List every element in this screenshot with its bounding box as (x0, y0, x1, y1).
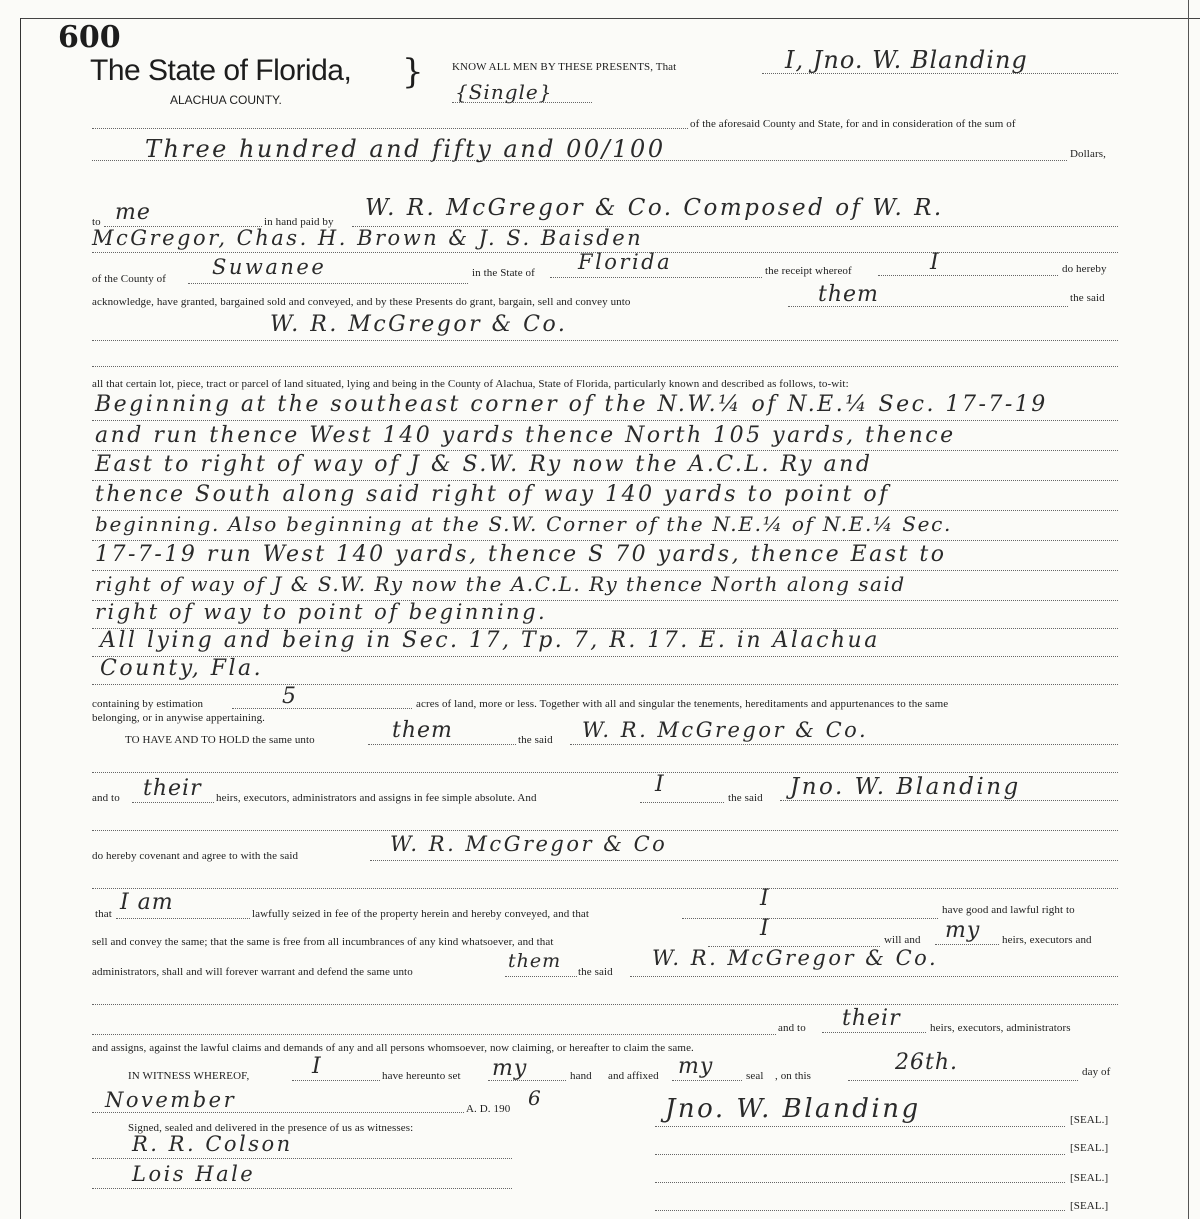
know-all-men: KNOW ALL MEN BY THESE PRESENTS, That (452, 61, 677, 73)
do-hereby-label: do hereby (1062, 263, 1107, 275)
affixed-label: and affixed (608, 1070, 659, 1082)
hand-paid-label: in hand paid by (264, 216, 334, 228)
to-have-grantee: W. R. McGregor & Co. (582, 718, 869, 742)
grantor-name-2: Jno. W. Blanding (790, 774, 1021, 800)
signed-text: Signed, sealed and delivered in the presence of us as witnesses: (128, 1122, 414, 1134)
seal-3: [SEAL.] (1070, 1172, 1109, 1184)
grantee-name: W. R. McGregor & Co. (270, 312, 568, 337)
seal-4: [SEAL.] (1070, 1200, 1109, 1212)
acres-value: 5 (282, 684, 297, 709)
and-to-2-label: and to (778, 1022, 806, 1034)
hand-label: hand (570, 1070, 592, 1082)
to-label: to (92, 216, 101, 228)
the-said-3: the said (578, 966, 613, 978)
that-label: that (95, 908, 112, 920)
description-line: County, Fla. (100, 656, 264, 681)
sell-convey-text: sell and convey the same; that the same is free from all incumbrances of any kind whatsoever, and that (92, 936, 554, 948)
witness-1: R. R. Colson (132, 1132, 293, 1156)
description-line: 17-7-19 run West 140 yards, thence S 70 yards, thence East to (95, 542, 947, 567)
and-to-value: their (143, 776, 202, 801)
the-said-label: the said (1070, 292, 1105, 304)
lawfully-value: I (760, 886, 770, 911)
year-digit: 6 (528, 1086, 542, 1110)
description-line: East to right of way of J & S.W. Ry now the A.C.L. Ry and (95, 452, 873, 477)
acknowledge-value: them (818, 282, 879, 307)
and-to-2-value: their (842, 1006, 901, 1031)
description-line: right of way of J & S.W. Ry now the A.C.L. Ry thence North along said (95, 572, 906, 596)
containing-label: containing by estimation (92, 698, 204, 710)
to-value: me (115, 200, 151, 225)
that-value: I am (120, 890, 174, 915)
belonging-text: belonging, or in anywise appertaining. (92, 712, 266, 724)
acknowledge-text: acknowledge, have granted, bargained sold and conveyed, and by these Presents do grant, bargain, sell and convey unto (92, 296, 631, 308)
marital-status: {Single} (455, 80, 553, 104)
dollars-label: Dollars, (1070, 148, 1106, 160)
assigns-text: and assigns, against the lawful claims and demands of any and all persons whomsoever, now claiming, or hereafter to claim the same. (92, 1042, 694, 1054)
description-line: thence South along said right of way 140 yards to point of (95, 482, 890, 507)
grantor-name: I, Jno. W. Blanding (785, 46, 1028, 74)
in-witness-value: I (312, 1054, 322, 1079)
payer-name: W. R. McGregor & Co. Composed of W. R. (365, 195, 944, 221)
description-line: and run thence West 140 yards thence North 105 yards, thence (95, 423, 956, 448)
acres-text: acres of land, more or less. Together with all and singular the tenements, hereditaments and appurtenances to the same (416, 698, 949, 710)
and-to-label: and to (92, 792, 120, 804)
day-of-label: day of (1082, 1066, 1111, 1078)
county-name: ALACHUA COUNTY. (170, 93, 282, 107)
brace-left: } (402, 52, 424, 92)
receipt-value: I (930, 250, 940, 275)
state-of-label: in the State of (472, 267, 535, 279)
lawfully-text: lawfully seized in fee of the property herein and hereby conveyed, and that (252, 908, 590, 920)
heirs-exec-2: heirs, executors, administrators (930, 1022, 1071, 1034)
description-line: All lying and being in Sec. 17, Tp. 7, R. 17. E. in Alachua (100, 628, 880, 653)
ad-label: A. D. 190 (466, 1103, 511, 1115)
document-title: The State of Florida, (90, 54, 352, 87)
good-right-text: have good and lawful right to (942, 904, 1075, 916)
county-value: Suwanee (212, 255, 327, 279)
covenant-text: do hereby covenant and agree to with the said (92, 850, 299, 862)
county-of-label: of the County of (92, 273, 167, 285)
seal-1: [SEAL.] (1070, 1114, 1109, 1126)
heirs-exec-text: heirs, executors and (1002, 934, 1092, 946)
covenant-grantee: W. R. McGregor & Co (390, 832, 668, 856)
top-border (20, 18, 1200, 19)
month-value: November (105, 1088, 237, 1112)
to-have-the-said: the said (518, 734, 553, 746)
consideration-amount: Three hundred and fifty and 00/100 (145, 135, 666, 163)
state-value: Florida (578, 250, 673, 274)
have-hereunto: have hereunto set (382, 1070, 461, 1082)
seal-label: seal (746, 1070, 764, 1082)
the-said-2: the said (728, 792, 763, 804)
admins-value: them (508, 950, 562, 972)
right-border (1188, 0, 1189, 1219)
heirs-text: heirs, executors, administrators and assigns in fee simple absolute. And (216, 792, 537, 804)
admins-text: administrators, shall and will forever warrant and defend the same unto (92, 966, 413, 978)
payer-continued: McGregor, Chas. H. Brown & J. S. Baisden (92, 226, 644, 250)
on-this-label: , on this (775, 1070, 812, 1082)
aforesaid-text: of the aforesaid County and State, for and in consideration of the sum of (690, 118, 1016, 130)
to-have-value: them (392, 718, 453, 743)
description-line: Beginning at the southeast corner of the N.W.¼ of N.E.¼ Sec. 17-7-19 (95, 392, 1048, 417)
witness-2: Lois Hale (132, 1162, 256, 1186)
sell-value: I (760, 916, 770, 941)
grantor-signature: Jno. W. Blanding (665, 1094, 921, 1124)
day-value: 26th. (895, 1050, 958, 1075)
page-number: 600 (58, 20, 121, 55)
description-line: right of way to point of beginning. (95, 600, 548, 624)
will-value: my (945, 918, 981, 943)
warrant-grantee: W. R. McGregor & Co. (652, 946, 939, 970)
left-border (20, 18, 21, 1219)
description-line: beginning. Also beginning at the S.W. Corner of the N.E.¼ of N.E.¼ Sec. (95, 512, 953, 536)
seal-2: [SEAL.] (1070, 1142, 1109, 1154)
to-have-label: TO HAVE AND TO HOLD the same unto (125, 734, 315, 746)
affixed-value: my (678, 1054, 714, 1079)
in-witness-label: IN WITNESS WHEREOF, (128, 1070, 250, 1082)
all-that-text: all that certain lot, piece, tract or parcel of land situated, lying and being in the County of Alachua, State of Florida, particularly known and described as follows, to-wit: (92, 378, 849, 390)
will-and-label: will and (884, 934, 921, 946)
and-value: I (655, 772, 665, 797)
set-value: my (492, 1056, 528, 1081)
receipt-label: the receipt whereof (765, 265, 852, 277)
